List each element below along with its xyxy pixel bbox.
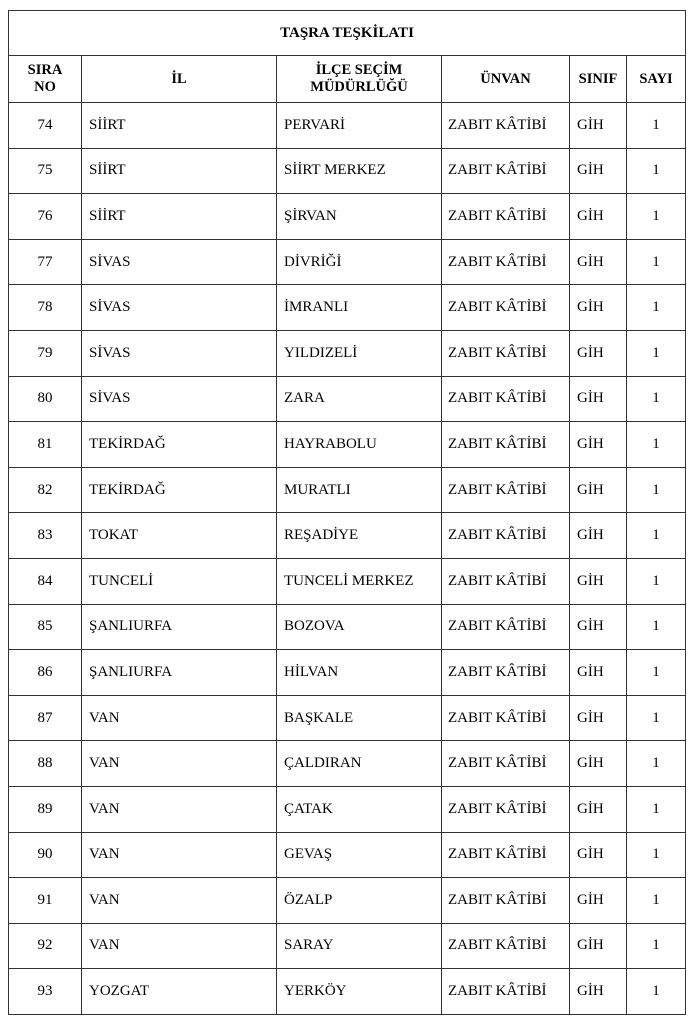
header-sira-line2: NO [34, 79, 56, 95]
cell-il: SİİRT [82, 103, 277, 149]
cell-unvan: ZABIT KÂTİBİ [442, 741, 570, 787]
cell-sinif: GİH [570, 741, 627, 787]
table-row [9, 194, 686, 240]
cell-sayi: 1 [627, 878, 686, 924]
cell-sayi: 1 [627, 148, 686, 194]
cell-unvan: ZABIT KÂTİBİ [442, 103, 570, 149]
cell-ilce: ŞİRVAN [277, 194, 442, 240]
cell-il: TOKAT [82, 513, 277, 559]
cell-sira-no: 82 [9, 467, 82, 513]
cell-sinif: GİH [570, 467, 627, 513]
header-ilce-line1: İLÇE SEÇİM [315, 62, 403, 78]
cell-ilce: HAYRABOLU [277, 422, 442, 468]
cell-sinif: GİH [570, 376, 627, 422]
cell-unvan: ZABIT KÂTİBİ [442, 239, 570, 285]
cell-il: VAN [82, 741, 277, 787]
cell-sayi: 1 [627, 330, 686, 376]
table-row [9, 832, 686, 878]
cell-sira-no: 89 [9, 786, 82, 832]
cell-sayi: 1 [627, 103, 686, 149]
cell-unvan: ZABIT KÂTİBİ [442, 376, 570, 422]
cell-unvan: ZABIT KÂTİBİ [442, 330, 570, 376]
cell-sinif: GİH [570, 103, 627, 149]
table-row [9, 330, 686, 376]
cell-sayi: 1 [627, 741, 686, 787]
cell-il: SİVAS [82, 330, 277, 376]
table-row [9, 513, 686, 559]
cell-sayi: 1 [627, 558, 686, 604]
header-sayi: SAYI [627, 56, 686, 103]
cell-sira-no: 81 [9, 422, 82, 468]
cell-sinif: GİH [570, 786, 627, 832]
cell-ilce: SİİRT MERKEZ [277, 148, 442, 194]
cell-sayi: 1 [627, 376, 686, 422]
cell-il: SİİRT [82, 194, 277, 240]
cell-sira-no: 90 [9, 832, 82, 878]
cell-ilce: MURATLI [277, 467, 442, 513]
table-row [9, 103, 686, 149]
cell-ilce: ÖZALP [277, 878, 442, 924]
cell-sira-no: 88 [9, 741, 82, 787]
cell-sira-no: 75 [9, 148, 82, 194]
cell-ilce: PERVARİ [277, 103, 442, 149]
document-page [8, 10, 685, 1015]
cell-sira-no: 77 [9, 239, 82, 285]
header-sinif: SINIF [570, 56, 627, 103]
cell-sayi: 1 [627, 786, 686, 832]
cell-sinif: GİH [570, 285, 627, 331]
table-row [9, 239, 686, 285]
table-row [9, 786, 686, 832]
header-sira-no [9, 56, 82, 103]
cell-sinif: GİH [570, 923, 627, 969]
cell-ilce: YERKÖY [277, 969, 442, 1015]
cell-sinif: GİH [570, 695, 627, 741]
cell-unvan: ZABIT KÂTİBİ [442, 285, 570, 331]
cell-unvan: ZABIT KÂTİBİ [442, 923, 570, 969]
cell-unvan: ZABIT KÂTİBİ [442, 969, 570, 1015]
cell-sayi: 1 [627, 422, 686, 468]
cell-unvan: ZABIT KÂTİBİ [442, 467, 570, 513]
cell-sira-no: 84 [9, 558, 82, 604]
cell-sayi: 1 [627, 467, 686, 513]
cell-sira-no: 78 [9, 285, 82, 331]
table-row [9, 422, 686, 468]
cell-sira-no: 74 [9, 103, 82, 149]
cell-unvan: ZABIT KÂTİBİ [442, 650, 570, 696]
table-row [9, 969, 686, 1015]
cell-unvan: ZABIT KÂTİBİ [442, 832, 570, 878]
cell-ilce: REŞADİYE [277, 513, 442, 559]
cell-unvan: ZABIT KÂTİBİ [442, 194, 570, 240]
cell-sira-no: 79 [9, 330, 82, 376]
cell-il: SİVAS [82, 376, 277, 422]
cell-sayi: 1 [627, 832, 686, 878]
cell-sinif: GİH [570, 558, 627, 604]
table-title: TAŞRA TEŞKİLATI [9, 11, 686, 56]
cell-ilce: SARAY [277, 923, 442, 969]
cell-sinif: GİH [570, 969, 627, 1015]
cell-unvan: ZABIT KÂTİBİ [442, 604, 570, 650]
cell-il: VAN [82, 832, 277, 878]
cell-ilce: HİLVAN [277, 650, 442, 696]
table-row [9, 695, 686, 741]
table-row [9, 604, 686, 650]
header-unvan: ÜNVAN [442, 56, 570, 103]
table-row [9, 285, 686, 331]
cell-il: ŞANLIURFA [82, 604, 277, 650]
header-ilce-line2: MÜDÜRLÜĞÜ [310, 79, 408, 95]
cell-il: YOZGAT [82, 969, 277, 1015]
cell-sira-no: 76 [9, 194, 82, 240]
cell-ilce: BOZOVA [277, 604, 442, 650]
table-row [9, 467, 686, 513]
cell-il: VAN [82, 878, 277, 924]
cell-ilce: ZARA [277, 376, 442, 422]
cell-sira-no: 91 [9, 878, 82, 924]
cell-il: TUNCELİ [82, 558, 277, 604]
cell-il: VAN [82, 786, 277, 832]
cell-il: VAN [82, 695, 277, 741]
cell-sayi: 1 [627, 285, 686, 331]
cell-ilce: TUNCELİ MERKEZ [277, 558, 442, 604]
cell-unvan: ZABIT KÂTİBİ [442, 786, 570, 832]
cell-sayi: 1 [627, 923, 686, 969]
cell-ilce: İMRANLI [277, 285, 442, 331]
cell-sayi: 1 [627, 695, 686, 741]
cell-il: VAN [82, 923, 277, 969]
cell-ilce: DİVRİĞİ [277, 239, 442, 285]
cell-sinif: GİH [570, 239, 627, 285]
cell-sinif: GİH [570, 604, 627, 650]
header-ilce [277, 56, 442, 103]
cell-unvan: ZABIT KÂTİBİ [442, 695, 570, 741]
cell-ilce: ÇATAK [277, 786, 442, 832]
cell-sira-no: 86 [9, 650, 82, 696]
cell-unvan: ZABIT KÂTİBİ [442, 878, 570, 924]
cell-il: SİVAS [82, 239, 277, 285]
table-row [9, 558, 686, 604]
cell-il: ŞANLIURFA [82, 650, 277, 696]
cell-sira-no: 85 [9, 604, 82, 650]
cell-sayi: 1 [627, 650, 686, 696]
table-body [9, 103, 686, 1015]
cell-sayi: 1 [627, 513, 686, 559]
table-row [9, 878, 686, 924]
cell-sira-no: 92 [9, 923, 82, 969]
table-row [9, 741, 686, 787]
cell-sira-no: 87 [9, 695, 82, 741]
cell-sinif: GİH [570, 650, 627, 696]
cell-sayi: 1 [627, 194, 686, 240]
cell-sinif: GİH [570, 330, 627, 376]
cell-ilce: BAŞKALE [277, 695, 442, 741]
staff-table [8, 10, 686, 1015]
cell-sinif: GİH [570, 422, 627, 468]
cell-sinif: GİH [570, 513, 627, 559]
cell-sayi: 1 [627, 239, 686, 285]
table-row [9, 650, 686, 696]
cell-sayi: 1 [627, 604, 686, 650]
cell-sira-no: 93 [9, 969, 82, 1015]
cell-il: SİVAS [82, 285, 277, 331]
cell-sinif: GİH [570, 832, 627, 878]
cell-sira-no: 83 [9, 513, 82, 559]
header-il: İL [82, 56, 277, 103]
table-row [9, 376, 686, 422]
cell-sinif: GİH [570, 148, 627, 194]
cell-ilce: GEVAŞ [277, 832, 442, 878]
table-row [9, 923, 686, 969]
cell-unvan: ZABIT KÂTİBİ [442, 148, 570, 194]
cell-sayi: 1 [627, 969, 686, 1015]
cell-unvan: ZABIT KÂTİBİ [442, 558, 570, 604]
header-sira-line1: SIRA [27, 62, 63, 78]
cell-sira-no: 80 [9, 376, 82, 422]
header-row [9, 56, 686, 103]
cell-ilce: ÇALDIRAN [277, 741, 442, 787]
cell-il: SİİRT [82, 148, 277, 194]
cell-il: TEKİRDAĞ [82, 422, 277, 468]
cell-il: TEKİRDAĞ [82, 467, 277, 513]
table-row [9, 148, 686, 194]
cell-sinif: GİH [570, 194, 627, 240]
cell-unvan: ZABIT KÂTİBİ [442, 513, 570, 559]
cell-sinif: GİH [570, 878, 627, 924]
cell-ilce: YILDIZELİ [277, 330, 442, 376]
cell-unvan: ZABIT KÂTİBİ [442, 422, 570, 468]
